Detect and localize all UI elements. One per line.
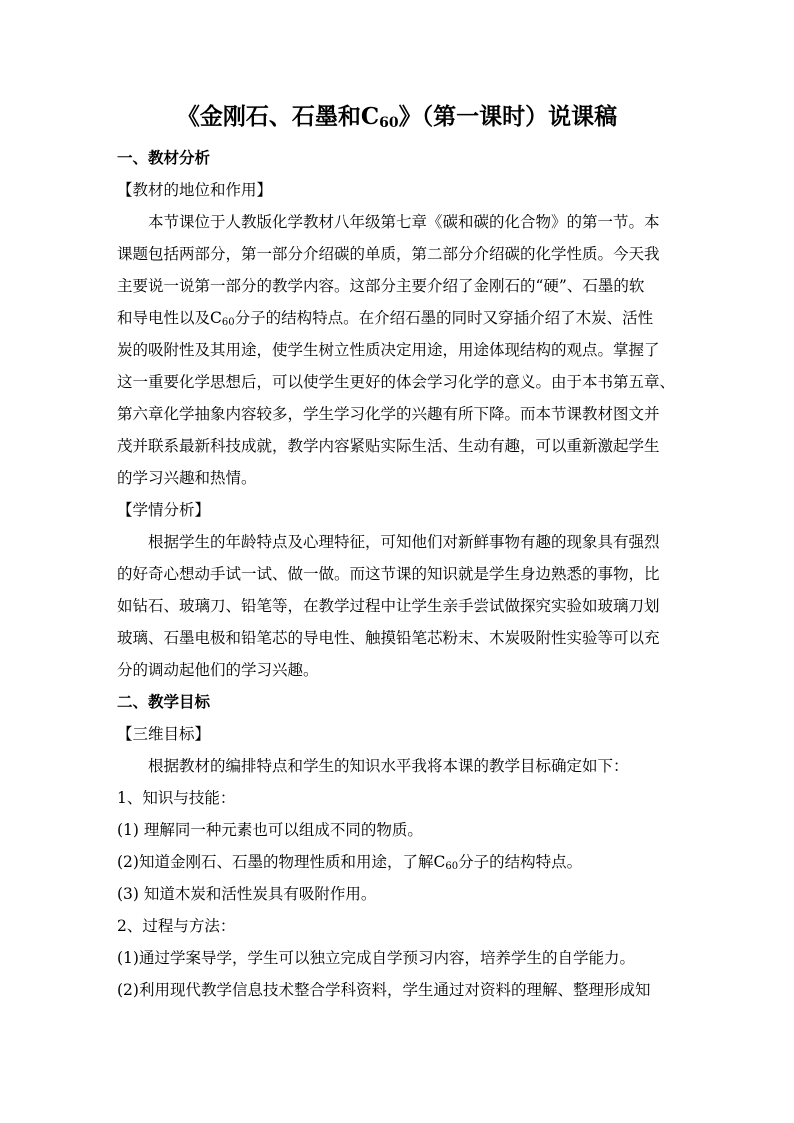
paragraph-text: 分子的结构特点。在介绍石墨的同时又穿插介绍了木炭、活性 <box>234 309 654 327</box>
paragraph-line: 的学习兴趣和热情。 <box>117 469 257 487</box>
knowledge-text: 分子的结构特点。 <box>458 853 583 871</box>
paragraph-line: 根据学生的年龄特点及心理特征，可知他们对新鲜事物有趣的现象具有强烈 <box>148 533 660 551</box>
paragraph-line: 如钻石、玻璃刀、铅笔等，在教学过程中让学生亲手尝试做探究实验如玻璃刀划 <box>117 597 660 615</box>
paragraph-line: 主要说一说第一部分的教学内容。这部分主要介绍了金刚石的“硬”、石墨的软 <box>117 277 645 295</box>
process-methods-heading: 2、过程与方法： <box>117 917 236 935</box>
paragraph-line: 玻璃、石墨电极和铅笔芯的导电性、触摸铅笔芯粉末、木炭吸附性实验等可以充 <box>117 629 660 647</box>
title-text-after: 》（第一课时）说课稿 <box>398 103 618 130</box>
knowledge-item <box>117 846 683 878</box>
knowledge-item: (3) 知道木炭和活性炭具有吸附作用。 <box>117 885 377 903</box>
subheading-three-dimensional-goals: 【三维目标】 <box>117 725 211 743</box>
document-body <box>117 142 683 1006</box>
paragraph-line: 课题包括两部分，第一部分介绍碳的单质，第二部分介绍碳的化学性质。今天我 <box>117 245 660 263</box>
section-heading-teaching-goals: 二、教学目标 <box>117 692 211 711</box>
paragraph-line: 的好奇心想动手试一试、做一做。而这节课的知识就是学生身边熟悉的事物，比 <box>117 565 660 583</box>
knowledge-item: (1) 理解同一种元素也可以组成不同的物质。 <box>117 821 423 839</box>
title-text-before: 《金刚石、石墨和C <box>176 103 380 130</box>
section-heading-textbook-analysis: 一、教材分析 <box>117 148 211 167</box>
process-item: (2)利用现代教学信息技术整合学科资料，学生通过对资料的理解、整理形成知 <box>117 981 651 999</box>
subheading-position-role: 【教材的地位和作用】 <box>117 181 273 199</box>
title-subscript: 60 <box>379 115 399 131</box>
document-title <box>0 100 794 134</box>
paragraph-line: 根据教材的编排特点和学生的知识水平我将本课的教学目标确定如下： <box>148 757 629 775</box>
paragraph-line: 这一重要化学思想后，可以使学生更好的体会学习化学的意义。由于本书第五章、 <box>117 373 676 391</box>
process-item: (1)通过学案导学，学生可以独立完成自学预习内容，培养学生的自学能力。 <box>117 949 635 967</box>
knowledge-skills-heading: 1、知识与技能： <box>117 789 236 807</box>
paragraph-line: 分的调动起他们的学习兴趣。 <box>117 661 319 679</box>
paragraph-line <box>117 302 683 334</box>
subheading-student-analysis: 【学情分析】 <box>117 501 211 519</box>
paragraph-line: 第六章化学抽象内容较多，学生学习化学的兴趣有所下降。而本节课教材图文并 <box>117 405 660 423</box>
paragraph-line: 炭的吸附性及其用途，使学生树立性质决定用途，用途体现结构的观点。掌握了 <box>117 341 660 359</box>
paragraph-text: 和导电性以及C <box>117 309 222 327</box>
paragraph-line: 本节课位于人教版化学教材八年级第七章《碳和碳的化合物》的第一节。本 <box>148 213 660 231</box>
knowledge-text: (2)知道金刚石、石墨的物理性质和用途，了解C <box>117 853 446 871</box>
paragraph-line: 茂并联系最新科技成就，教学内容紧贴实际生活、生动有趣，可以重新激起学生 <box>117 437 660 455</box>
subscript-text: 60 <box>445 861 459 872</box>
subscript-text: 60 <box>221 317 235 328</box>
